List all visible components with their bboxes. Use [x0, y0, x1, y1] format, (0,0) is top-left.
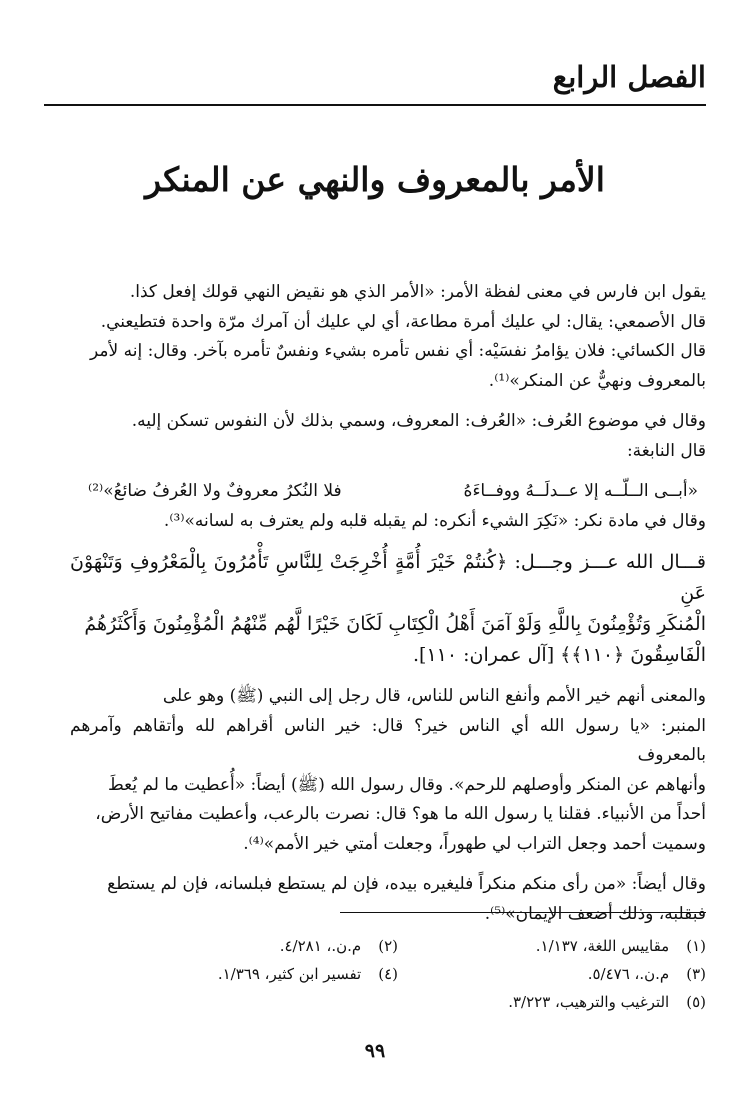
- footnote-number: (١): [686, 937, 706, 955]
- page-number: ٩٩: [364, 1040, 386, 1062]
- quran-verse-line: الْفَاسِقُونَ ﴿١١٠﴾﴾ [آل عمران: ١١٠].: [413, 644, 706, 666]
- chapter-heading: الفصل الرابع: [552, 60, 706, 94]
- text-line: وقال في مادة نكر: «نَكِرَ الشيء أنكره: لم يقبله قلبه ولم يعترف به لسانه»⁽³⁾.: [163, 510, 706, 531]
- text-line: والمعنى أنهم خير الأمم وأنفع الناس للناس، قال رجل إلى النبي (ﷺ) وهو على: [162, 686, 706, 706]
- footnote-divider: [340, 912, 706, 913]
- poem-hemistich-first: «أبــى الــلّــه إلا عــدلَــهُ ووفــاءَهُ: [463, 481, 698, 501]
- footnote-3: [398, 960, 706, 988]
- text-line: يقول ابن فارس في معنى لفظة الأمر: «الأمر الذي هو نقيض النهي قولك إفعل كذا.: [129, 282, 706, 302]
- text-line: قال الأصمعي: يقال: لي عليك أمرة مطاعة، أي لي عليك أن آمرك مرّة واحدة فتطيعني.: [100, 311, 706, 332]
- quran-verse-line: الْمُنكَرِ وَتُؤْمِنُونَ بِاللَّهِ وَلَوْ آمَنَ أَهْلُ الْكِتَابِ لَكَانَ خَيْرًا لَّهُم مِّنْهُمُ الْمُؤْمِنُونَ وَأَكْثَرُهُمُ: [84, 613, 706, 635]
- footnote-number: (٥): [686, 993, 706, 1011]
- footnote-number: (٣): [686, 965, 706, 983]
- footnote-4: [90, 960, 398, 988]
- text-line: قال الكسائي: فلان يؤامرُ نفسَيْه: أي نفس تأمره بشيء ونفسٌ تأمره بآخر. وقال: إنه لأمر: [90, 341, 706, 361]
- footnote-number: (٢): [378, 937, 398, 955]
- footnote-1: [398, 932, 706, 960]
- body-text: [70, 278, 706, 929]
- text-line: بالمعروف ونهيٌّ عن المنكر»⁽¹⁾.: [488, 370, 706, 391]
- text-line: فبقلبه، وذلك أضعف الإيمان»⁽⁵⁾.: [484, 903, 706, 924]
- text-line: المنبر: «يا رسول الله أي الناس خير؟ قال: خير الناس أقراهم لله وأتقاهم وآمرهم بالمعروف: [70, 715, 706, 765]
- poem-hemistich-second: فلا النُكرُ معروفٌ ولا العُرفُ ضائعُ»⁽²⁾: [88, 481, 342, 501]
- page-title: الأمر بالمعروف والنهي عن المنكر: [145, 160, 605, 199]
- text-line: وقال أيضاً: «من رأى منكم منكراً فليغيره بيده، فإن لم يستطع فبلسانه، فإن لم يستطع: [107, 874, 706, 894]
- text-line: أحداً من الأنبياء. فقلنا يا رسول الله ما هو؟ قال: نصرت بالرعب، وأعطيت مفاتيح الأرض،: [95, 804, 706, 824]
- footnote-2: [90, 932, 398, 960]
- footnote-text: مقاييس اللغة، ١/١٣٧.: [535, 937, 670, 955]
- chapter-divider: [44, 104, 706, 106]
- footnote-number: (٤): [378, 965, 398, 983]
- footnote-text: تفسير ابن كثير، ١/٣٦٩.: [217, 965, 362, 983]
- footnote-text: م.ن.، ٥/٤٧٦.: [587, 965, 670, 983]
- footnote-text: م.ن.، ٤/٢٨١.: [279, 937, 362, 955]
- text-line: وسميت أحمد وجعل التراب لي طهوراً، وجعلت أمتي خير الأمم»⁽⁴⁾.: [243, 833, 706, 854]
- quran-verse-line: قـــال الله عـــز وجـــل: ﴿كُنتُمْ خَيْرَ أُمَّةٍ أُخْرِجَتْ لِلنَّاسِ تَأْمُرُونَ بِالْمَعْرُوفِ وَتَنْهَوْنَ عَنِ: [70, 551, 707, 604]
- text-line: وأنهاهم عن المنكر وأوصلهم للرحم». وقال رسول الله (ﷺ) أيضاً: «أُعطيت ما لم يُعطَ: [108, 774, 706, 795]
- text-line: قال النابغة:: [626, 440, 706, 461]
- poem-verse: [70, 477, 706, 507]
- text-line: وقال في موضوع العُرف: «العُرف: المعروف، وسمي بذلك لأن النفوس تسكن إليه.: [131, 411, 706, 431]
- footnote-5: [398, 988, 706, 1016]
- footnotes: [90, 932, 706, 1016]
- footnote-text: الترغيب والترهيب، ٣/٢٢٣.: [508, 993, 670, 1011]
